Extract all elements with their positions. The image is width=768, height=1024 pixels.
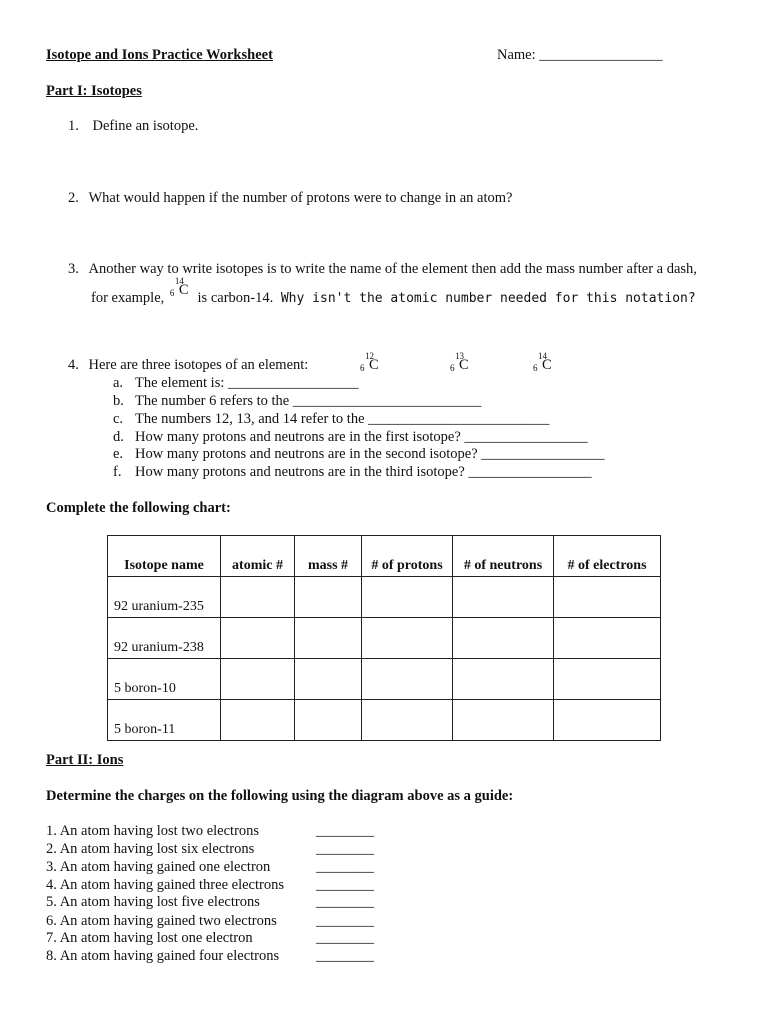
q4-sub-b[interactable] bbox=[113, 393, 482, 410]
isotope-name-cell: 92 uranium-238 bbox=[108, 618, 221, 659]
column-header: Isotope name bbox=[108, 536, 221, 577]
table-cell[interactable] bbox=[221, 618, 295, 659]
mass-number: 13 bbox=[455, 351, 464, 361]
ion-answer-blank[interactable]: ________ bbox=[316, 913, 374, 929]
name-field[interactable] bbox=[497, 47, 663, 64]
carbon-14-notation bbox=[168, 276, 198, 302]
sub-text: The numbers 12, 13, and 14 refer to the _________________________ bbox=[135, 411, 550, 427]
q4-text: Here are three isotopes of an element: bbox=[88, 357, 309, 373]
q1-number: 1. bbox=[68, 118, 79, 134]
table-cell[interactable] bbox=[554, 577, 661, 618]
mass-number: 12 bbox=[365, 351, 374, 361]
ion-answer-blank[interactable]: ________ bbox=[316, 859, 374, 875]
element-symbol: C bbox=[459, 357, 469, 373]
atomic-number: 6 bbox=[169, 288, 175, 298]
q3-line2-post: Why isn't the atomic number needed for this notation? bbox=[280, 291, 696, 306]
table-cell[interactable] bbox=[362, 618, 453, 659]
ion-answer-blank[interactable]: ________ bbox=[316, 948, 374, 964]
table-cell[interactable] bbox=[295, 659, 362, 700]
name-blank: _________________ bbox=[539, 47, 663, 63]
chart-instruction: Complete the following chart: bbox=[46, 500, 231, 516]
table-cell[interactable] bbox=[554, 618, 661, 659]
isotope-name-cell: 92 uranium-235 bbox=[108, 577, 221, 618]
isotope-c14 bbox=[531, 351, 561, 382]
table-row bbox=[108, 659, 661, 700]
q3-number: 3. bbox=[68, 261, 79, 277]
atomic-number: 6 bbox=[533, 363, 538, 373]
element-symbol: C bbox=[178, 282, 189, 298]
column-header: # of protons bbox=[362, 536, 453, 577]
column-header: # of electrons bbox=[554, 536, 661, 577]
q4-number: 4. bbox=[68, 357, 79, 373]
sub-letter: f. bbox=[113, 464, 122, 480]
ion-answer-blank[interactable]: ________ bbox=[316, 823, 374, 839]
table-cell[interactable] bbox=[221, 577, 295, 618]
table-header-row bbox=[108, 536, 661, 577]
question-3-line-1 bbox=[68, 261, 697, 278]
ion-answer-blank[interactable]: ________ bbox=[316, 877, 374, 893]
table-cell[interactable] bbox=[453, 577, 554, 618]
table-cell[interactable] bbox=[295, 618, 362, 659]
worksheet-title: Isotope and Ions Practice Worksheet bbox=[46, 47, 273, 63]
table-cell[interactable] bbox=[554, 659, 661, 700]
mass-number: 14 bbox=[174, 276, 184, 286]
table-cell[interactable] bbox=[221, 659, 295, 700]
q3-line2-pre: for example, bbox=[91, 290, 165, 306]
name-label: Name: bbox=[497, 47, 536, 63]
ion-item bbox=[46, 841, 254, 858]
column-header: mass # bbox=[295, 536, 362, 577]
sub-text: How many protons and neutrons are in the first isotope? _________________ bbox=[135, 429, 588, 445]
ion-item bbox=[46, 913, 277, 930]
table-row bbox=[108, 700, 661, 741]
q4-sub-e[interactable] bbox=[113, 446, 605, 463]
sub-text: The element is: __________________ bbox=[135, 375, 359, 391]
table-cell[interactable] bbox=[295, 577, 362, 618]
ion-answer-blank[interactable]: ________ bbox=[316, 894, 374, 910]
element-symbol: C bbox=[542, 357, 552, 373]
ion-item bbox=[46, 859, 270, 876]
q2-number: 2. bbox=[68, 190, 79, 206]
ion-item bbox=[46, 823, 259, 840]
q3-line2-mid: is carbon-14. bbox=[193, 290, 274, 306]
column-header: atomic # bbox=[221, 536, 295, 577]
ion-item bbox=[46, 930, 253, 947]
table-cell[interactable] bbox=[453, 659, 554, 700]
q4-sub-d[interactable] bbox=[113, 429, 588, 446]
sub-text: The number 6 refers to the __________________________ bbox=[135, 393, 482, 409]
ion-item-text: 4. An atom having gained three electrons bbox=[46, 877, 284, 893]
table-cell[interactable] bbox=[453, 700, 554, 741]
ion-item-text: 2. An atom having lost six electrons bbox=[46, 841, 255, 857]
ion-item-text: 1. An atom having lost two electrons bbox=[46, 823, 260, 839]
ion-item bbox=[46, 877, 284, 894]
column-header: # of neutrons bbox=[453, 536, 554, 577]
atomic-number: 6 bbox=[450, 363, 455, 373]
isotope-c12 bbox=[358, 351, 388, 382]
atomic-number: 6 bbox=[360, 363, 365, 373]
q2-text: What would happen if the number of protons were to change in an atom? bbox=[88, 190, 513, 206]
part2-heading: Part II: Ions bbox=[46, 752, 124, 768]
mass-number: 14 bbox=[538, 351, 547, 361]
table-cell[interactable] bbox=[362, 577, 453, 618]
element-symbol: C bbox=[369, 357, 379, 373]
q4-sub-c[interactable] bbox=[113, 411, 550, 428]
table-cell[interactable] bbox=[453, 618, 554, 659]
ion-answer-blank[interactable]: ________ bbox=[316, 930, 374, 946]
isotope-table bbox=[107, 535, 661, 741]
isotope-name-cell: 5 boron-11 bbox=[108, 700, 221, 741]
table-cell[interactable] bbox=[362, 659, 453, 700]
sub-text: How many protons and neutrons are in the third isotope? _________________ bbox=[135, 464, 592, 480]
ion-item-text: 5. An atom having lost five electrons bbox=[46, 894, 260, 910]
question-4 bbox=[68, 357, 308, 374]
q4-sub-a[interactable] bbox=[113, 375, 359, 392]
ion-item-text: 8. An atom having gained four electrons bbox=[46, 948, 280, 964]
table-cell[interactable] bbox=[295, 700, 362, 741]
ion-item-text: 7. An atom having lost one electron bbox=[46, 930, 253, 946]
table-cell[interactable] bbox=[554, 700, 661, 741]
ion-item bbox=[46, 894, 260, 911]
sub-letter: b. bbox=[113, 393, 124, 409]
isotope-name-cell: 5 boron-10 bbox=[108, 659, 221, 700]
sub-letter: e. bbox=[113, 446, 124, 462]
part2-instruction: Determine the charges on the following using the diagram above as a guide: bbox=[46, 788, 514, 804]
table-cell[interactable] bbox=[362, 700, 453, 741]
q1-text: Define an isotope. bbox=[92, 118, 199, 134]
question-3-line-2 bbox=[91, 276, 696, 307]
sub-letter: a. bbox=[113, 375, 124, 391]
table-row bbox=[108, 618, 661, 659]
sub-letter: c. bbox=[113, 411, 124, 427]
q3-line1: Another way to write isotopes is to write the name of the element then add the mass number after a dash, bbox=[88, 261, 697, 277]
q4-sub-f[interactable] bbox=[113, 464, 592, 481]
table-cell[interactable] bbox=[221, 700, 295, 741]
ion-answer-blank[interactable]: ________ bbox=[316, 841, 374, 857]
question-2 bbox=[68, 190, 513, 207]
ion-item-text: 3. An atom having gained one electron bbox=[46, 859, 271, 875]
sub-letter: d. bbox=[113, 429, 124, 445]
question-1 bbox=[68, 118, 198, 135]
table-row bbox=[108, 577, 661, 618]
isotope-c13 bbox=[448, 351, 478, 382]
sub-text: How many protons and neutrons are in the second isotope? _________________ bbox=[135, 446, 605, 462]
ion-item-text: 6. An atom having gained two electrons bbox=[46, 913, 277, 929]
ion-item bbox=[46, 948, 279, 965]
part1-heading: Part I: Isotopes bbox=[46, 83, 142, 99]
